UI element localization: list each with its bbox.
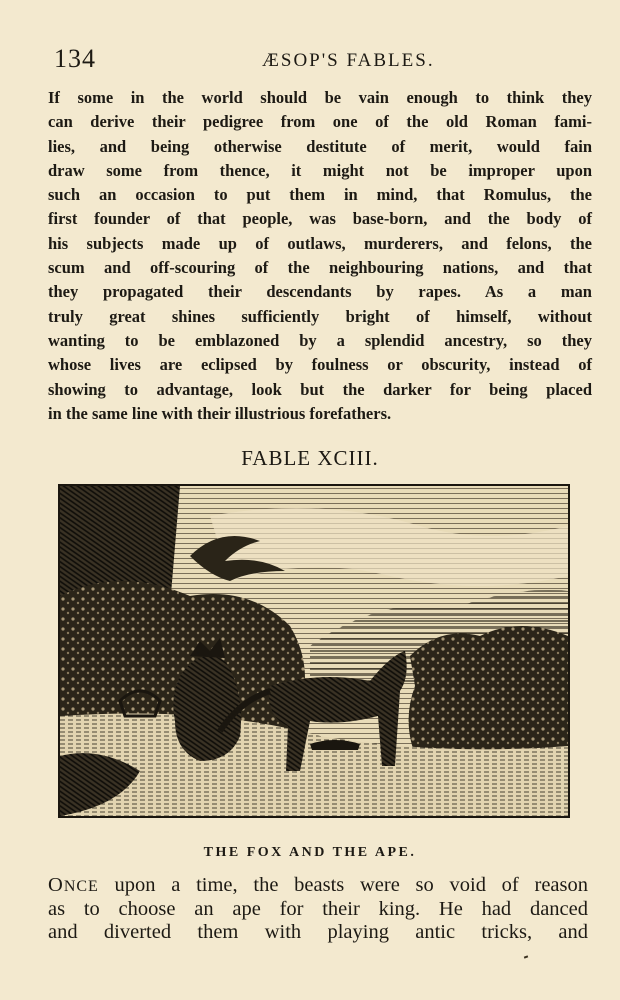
page-number: 134 bbox=[54, 44, 96, 73]
running-head: ÆSOP'S FABLES. bbox=[262, 50, 435, 71]
page-header bbox=[50, 44, 590, 76]
text-line: can derive their pedigree from one of the old Roman fami- bbox=[48, 112, 592, 132]
text-line: showing to advantage, look but the darker for being placed bbox=[48, 379, 592, 399]
text-line: as to choose an ape for their king. He had danced bbox=[48, 897, 588, 920]
text-line: whose lives are eclipsed by foulness or obscurity, instead of bbox=[48, 355, 592, 375]
text-line: and diverted them with playing antic tricks, and bbox=[48, 921, 588, 943]
small-caps-word: NCE bbox=[63, 878, 99, 895]
ape-figure bbox=[173, 656, 241, 761]
fable-number: FABLE XCIII. bbox=[241, 446, 379, 470]
text-line: first founder of that people, was base-born, and the body of bbox=[48, 209, 592, 229]
text-line: truly great shines sufficiently bright of himself, without bbox=[48, 306, 592, 326]
line-rest: upon a time, the beasts were so void of reason bbox=[98, 874, 588, 896]
text-line: his subjects made up of outlaws, murderers, and felons, the bbox=[48, 233, 592, 253]
text-line: If some in the world should be vain enough to think they bbox=[48, 88, 592, 107]
text-line: lies, and being otherwise destitute of merit, would fain bbox=[48, 136, 592, 156]
text-line: in the same line with their illustrious forefathers. bbox=[48, 403, 392, 423]
text-line: such an occasion to put them in mind, that Romulus, the bbox=[48, 185, 592, 205]
initial-letter: O bbox=[48, 874, 64, 896]
woodcut-illustration bbox=[58, 484, 570, 818]
text-line bbox=[48, 874, 588, 898]
fable-title: THE FOX AND THE APE. bbox=[203, 845, 417, 860]
text-line: scum and off-scouring of the neighbouring nations, and that bbox=[48, 258, 592, 278]
moral-paragraph bbox=[48, 86, 592, 426]
fable-text bbox=[48, 874, 588, 945]
ink-speck bbox=[524, 955, 528, 958]
text-line: draw some from thence, it might not be improper upon bbox=[48, 160, 592, 180]
text-line: they propagated their descendants by rapes. As a man bbox=[48, 282, 592, 302]
text-line: wanting to be emblazoned by a splendid ancestry, so they bbox=[48, 330, 592, 350]
